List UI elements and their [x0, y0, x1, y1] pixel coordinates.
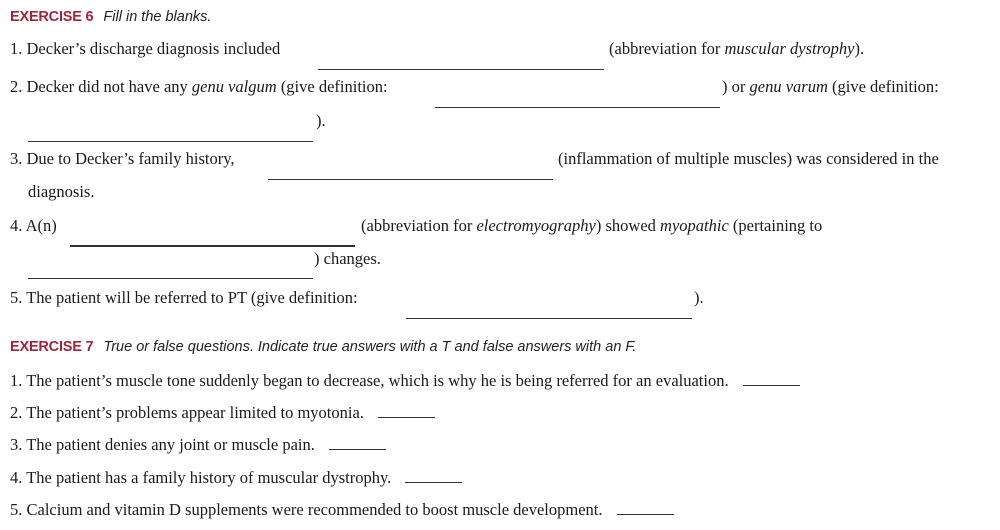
ex6-q2-answer-blank-1[interactable]: [435, 107, 720, 108]
ex7-item-4: 4. The patient has a family history of muscular dystrophy.: [10, 468, 462, 488]
ex7-item-3-answer-blank[interactable]: [329, 435, 386, 450]
exercise-7-heading: [10, 338, 636, 356]
exercise-7-instruction: True or false questions. Indicate true answers with a T and false answers with an F.: [103, 339, 637, 355]
ex6-q3-hint: (inflammation of multiple muscles) was considered in the: [558, 149, 939, 168]
exercise-7-label: EXERCISE 7: [10, 339, 94, 355]
ex6-question-4: 4. A(n): [10, 216, 57, 235]
ex6-question-3: 3. Due to Decker’s family history,: [10, 149, 235, 168]
ex6-question-2: 2. Decker did not have any genu valgum (give definition:: [10, 77, 388, 96]
ex7-item-5-answer-blank[interactable]: [617, 500, 674, 515]
ex7-item-3: 3. The patient denies any joint or muscle pain.: [10, 435, 386, 455]
ex6-q4-answer-blank-1[interactable]: [70, 245, 355, 247]
ex7-item-4-answer-blank[interactable]: [405, 468, 462, 483]
ex7-item-2: 2. The patient’s problems appear limited to myotonia.: [10, 403, 435, 423]
ex6-q4-close: ) changes.: [314, 249, 381, 268]
ex6-q4-answer-blank-2[interactable]: [28, 278, 313, 279]
ex6-question-5: 5. The patient will be referred to PT (give definition:: [10, 288, 358, 307]
ex6-q2-hint: ) or genu varum (give definition:: [722, 77, 939, 96]
ex6-q5-close: ).: [694, 288, 704, 307]
ex7-item-5: 5. Calcium and vitamin D supplements were recommended to boost muscle development.: [10, 500, 674, 520]
ex6-q5-answer-blank[interactable]: [406, 318, 692, 319]
ex6-q2-close: ).: [316, 111, 326, 130]
question-number: 1.: [10, 39, 23, 58]
ex6-q3-continuation: diagnosis.: [28, 182, 95, 201]
ex7-item-1-answer-blank[interactable]: [743, 371, 800, 386]
ex6-question-1: [10, 39, 280, 59]
ex6-q2-answer-blank-2[interactable]: [28, 141, 313, 142]
exercise-6-heading: [10, 8, 211, 26]
question-text: Decker’s discharge diagnosis included: [26, 39, 281, 58]
exercise-6-label: EXERCISE 6: [10, 9, 94, 25]
exercise-6-instruction: Fill in the blanks.: [103, 9, 212, 25]
ex7-item-2-answer-blank[interactable]: [378, 403, 435, 418]
ex7-item-1: 1. The patient’s muscle tone suddenly began to decrease, which is why he is being referred for an evaluation.: [10, 371, 800, 391]
ex6-q1-hint: (abbreviation for muscular dystrophy).: [609, 39, 865, 58]
ex6-q1-answer-blank[interactable]: [318, 69, 604, 70]
ex6-q3-answer-blank[interactable]: [268, 179, 553, 180]
ex6-q4-hint: (abbreviation for electromyography) showed myopathic (pertaining to: [361, 216, 823, 235]
